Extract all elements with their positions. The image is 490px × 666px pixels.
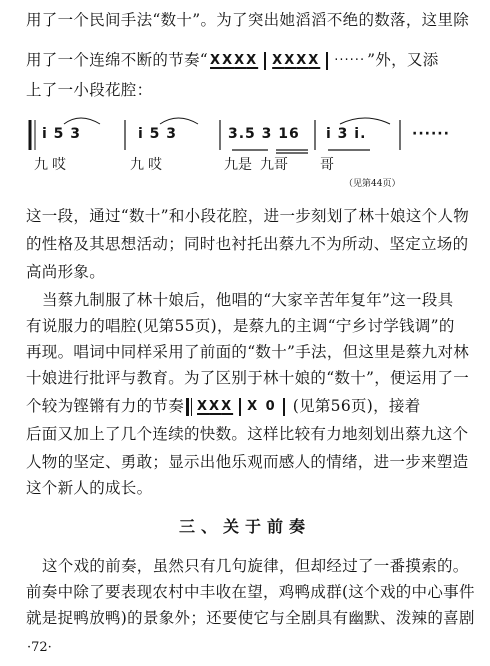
page-number: ·72· — [27, 640, 52, 655]
body-text-line — [26, 50, 466, 71]
text-fragment: (见第56页)，接着 — [292, 397, 421, 415]
bar-line — [264, 52, 266, 70]
rhythm-beat: X — [209, 399, 222, 414]
body-text-line: 这个戏的前奏，虽然只有几句旋律，但却经过了一番摸索的。 — [42, 557, 469, 575]
rhythm-ellipsis: ······ — [334, 53, 366, 68]
rhythm-notation — [210, 51, 365, 71]
body-text-line: 上了一小段花腔： — [26, 81, 153, 99]
lyric: 九 — [34, 157, 48, 173]
body-text-line: 后面又加上了几个连续的快数。这样比较有力地刻划出蔡九这个 — [26, 425, 469, 443]
rhythm-beat: X — [296, 53, 309, 68]
bar-line — [239, 398, 241, 416]
rhythm-beat: X — [308, 53, 321, 68]
slur — [64, 118, 100, 124]
note-group: i 5 3 — [42, 126, 82, 142]
lyric: 哥 — [320, 157, 334, 173]
bar-line — [186, 398, 192, 416]
body-text-line: 的性格及其思想活动；同时也衬托出蔡九不为所动、坚定立场的 — [26, 235, 469, 253]
body-text-line: 前奏中除了要表现农村中丰收在望，鸡鸭成群(这个戏的中心事件 — [26, 583, 475, 601]
bar-line — [326, 52, 328, 70]
lyric: 九 — [130, 157, 144, 173]
rhythm-beat: X — [222, 53, 235, 68]
rhythm-beat: X — [247, 399, 260, 414]
body-text-line: 用了一个民间手法“数十”。为了突出她滔滔不绝的数落，这里除 — [26, 11, 470, 29]
rhythm-beat: X — [284, 53, 297, 68]
slur — [160, 118, 198, 124]
body-text-line: 高尚形象。 — [26, 263, 106, 281]
body-text-line: 人物的坚定、勇敢；显示出他乐观而感人的情绪，进一步来塑造 — [26, 453, 469, 471]
note-group: 3.5 3 16 — [228, 126, 300, 142]
note-group: i 5 3 — [138, 126, 178, 142]
lyric: 哎 — [52, 157, 66, 173]
rhythm-beat: X — [197, 399, 210, 414]
notation-lines — [20, 110, 470, 190]
section-heading: 三、关于前奏 — [178, 517, 311, 536]
lyric: 九是 — [224, 157, 252, 173]
slur — [340, 118, 390, 124]
body-text-line: 再现。唱词中同样采用了前面的“数十”手法，但这里是蔡九对林 — [26, 343, 470, 361]
text-fragment: 用了一个连绵不断的节奏“ — [26, 51, 209, 69]
body-text-line — [26, 396, 466, 417]
lyric: 哎 — [148, 157, 162, 173]
note-group: ······ — [412, 126, 450, 142]
rhythm-beat: X — [246, 53, 259, 68]
body-text-line: 就是捉鸭放鸭)的景象外；还要使它与全剧具有幽默、泼辣的喜剧 — [26, 609, 475, 627]
body-text-line: 这一段，通过“数十”和小段花腔，进一步刻划了林十娘这个人物 — [26, 207, 470, 225]
jianpu-notation — [20, 110, 470, 190]
source-reference: （见第44页） — [344, 179, 401, 189]
body-text-line: 当蔡九制服了林十娘后，他唱的“大家辛苦年复年”这一段具 — [42, 291, 454, 309]
note-group: i 3 i. — [326, 126, 367, 142]
text-fragment: ”外，又添 — [367, 51, 439, 69]
body-text-line: 十娘进行批评与教育。为了区别于林十娘的“数十”，便运用了一 — [26, 369, 470, 387]
rhythm-beat: X — [210, 53, 223, 68]
text-fragment: 个较为铿锵有力的节奏 — [26, 397, 185, 415]
rhythm-beat: X — [272, 53, 285, 68]
rhythm-notation — [186, 397, 291, 417]
rhythm-beat: X — [221, 399, 234, 414]
body-text-line: 这个新人的成长。 — [26, 479, 153, 497]
lyric: 九哥 — [260, 157, 288, 173]
rhythm-beat: 0 — [265, 399, 277, 414]
rhythm-beat: X — [234, 53, 247, 68]
body-text-line: 有说服力的唱腔(见第55页)，是蔡九的主调“宁乡讨学钱调”的 — [26, 317, 455, 335]
bar-line — [283, 398, 285, 416]
